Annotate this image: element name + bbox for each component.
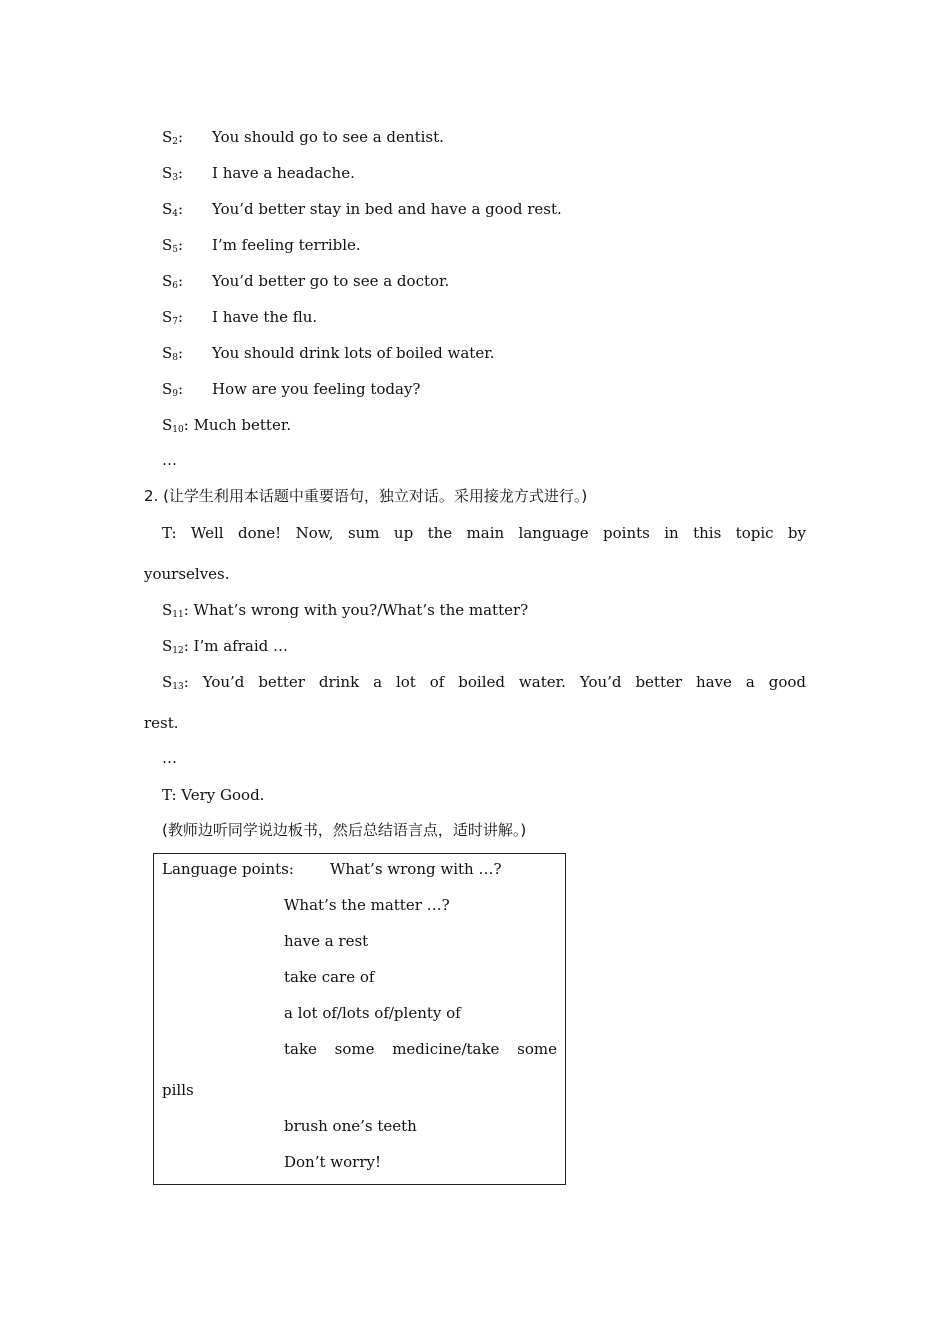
teacher-note: (教师边听同学说边板书，然后总结语言点，适时讲解。) (162, 821, 527, 839)
speaker-label: $S_9$: (162, 380, 184, 399)
ellipsis: … (162, 451, 178, 469)
dialogue-line-s5 (162, 235, 361, 260)
language-points-label: Language points: (162, 860, 294, 878)
dialogue-line-s6 (162, 271, 449, 296)
language-point-item: brush one’s teeth (284, 1117, 417, 1135)
speaker-label: $S_3$: (162, 164, 184, 183)
dialogue-text: I have the flu. (212, 308, 318, 326)
speaker-label: $S_7$: (162, 308, 184, 327)
language-point-item: What’s wrong with …? (330, 860, 502, 878)
dialogue-text: : You’d better drink a lot of boiled water. You’d better have a good (183, 673, 806, 691)
speaker-label: $S_6$: (162, 272, 184, 291)
dialogue-text: : What’s wrong with you?/What’s the matter? (183, 601, 529, 619)
speaker-label: $S_{11}$ (162, 601, 184, 620)
dialogue-line-s13 (162, 672, 806, 697)
speaker-label: $S_{10}$: (162, 416, 194, 435)
dialogue-text: You should drink lots of boiled water. (212, 344, 495, 362)
language-points-box (153, 853, 566, 1185)
dialogue-text: I’m feeling terrible. (212, 236, 361, 254)
speaker-label: $S_{12}$ (162, 637, 184, 656)
language-point-item: Don’t worry! (284, 1153, 381, 1171)
dialogue-text: You’d better stay in bed and have a good rest. (212, 200, 562, 218)
dialogue-text: You should go to see a dentist. (212, 128, 444, 146)
dialogue-line-s3 (162, 163, 355, 188)
dialogue-line-s8 (162, 343, 495, 368)
dialogue-line-s12 (162, 636, 288, 661)
dialogue-text: I have a headache. (212, 164, 355, 182)
dialogue-text: Much better. (193, 416, 292, 434)
teacher-praise: T: Very Good. (162, 786, 265, 804)
speaker-label: $S_8$: (162, 344, 184, 363)
dialogue-line-s10 (162, 415, 291, 440)
dialogue-text: How are you feeling today? (212, 380, 421, 398)
language-point-item: take some medicine/take some (284, 1040, 557, 1058)
teacher-line: T: Well done! Now, sum up the main language points in this topic by (162, 524, 806, 542)
language-point-item: a lot of/lots of/plenty of (284, 1004, 461, 1022)
language-point-item: take care of (284, 968, 375, 986)
speaker-label: $S_4$: (162, 200, 184, 219)
teacher-line-continued: yourselves. (144, 565, 230, 583)
dialogue-line-s9 (162, 379, 420, 404)
dialogue-text: : I’m afraid … (183, 637, 289, 655)
ellipsis: … (162, 749, 178, 767)
language-point-item: What’s the matter …? (284, 896, 450, 914)
dialogue-line-s7 (162, 307, 317, 332)
speaker-label: $S_5$: (162, 236, 184, 255)
dialogue-line-s13-continued: rest. (144, 714, 179, 732)
dialogue-line-s11 (162, 600, 528, 625)
dialogue-line-s4 (162, 199, 562, 224)
speaker-label: $S_2$: (162, 128, 184, 147)
section-heading: 2. (让学生利用本话题中重要语句，独立对话。采用接龙方式进行。) (144, 487, 588, 505)
dialogue-line-s2 (162, 127, 444, 152)
dialogue-text: You’d better go to see a doctor. (212, 272, 450, 290)
speaker-label: $S_{13}$ (162, 673, 184, 692)
language-point-item: have a rest (284, 932, 369, 950)
language-point-item-continued: pills (162, 1081, 194, 1099)
